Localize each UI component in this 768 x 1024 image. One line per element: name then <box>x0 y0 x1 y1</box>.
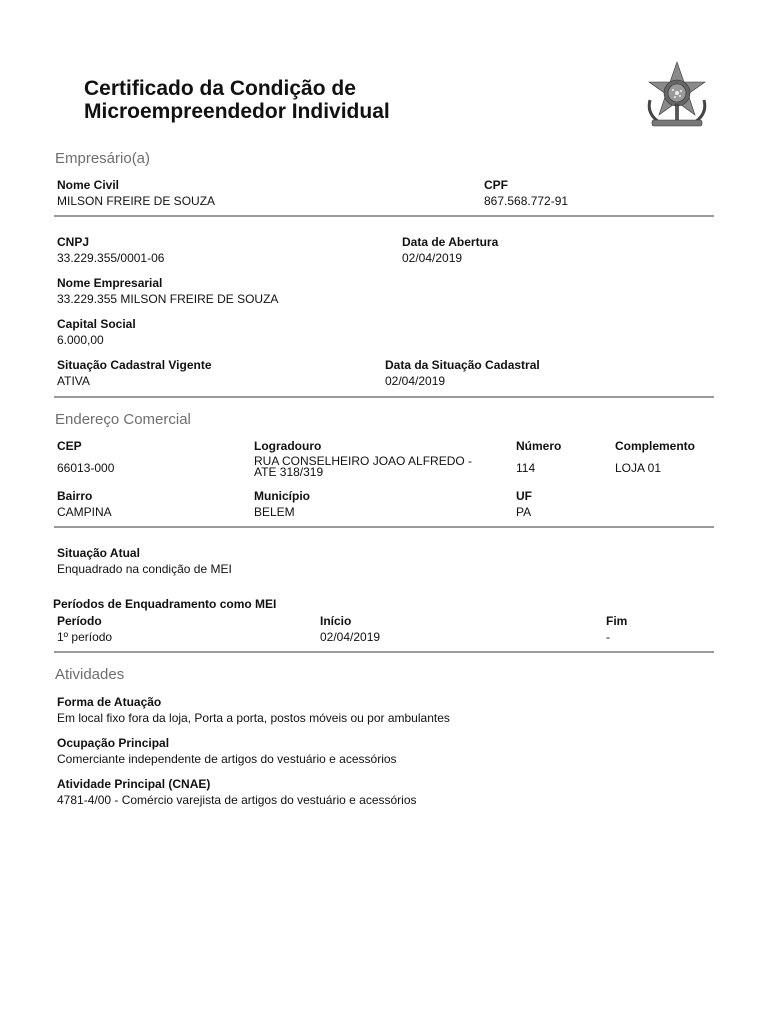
divider <box>54 396 714 398</box>
atividade-principal-value: 4781-4/00 - Comércio varejista de artigos do vestuário e acessórios <box>57 793 417 807</box>
field-inicio <box>320 614 380 644</box>
field-logradouro <box>254 439 494 478</box>
field-ocupacao-principal <box>57 736 397 766</box>
capital-social-label: Capital Social <box>57 317 136 331</box>
field-situacao-atual <box>57 546 232 576</box>
situacao-atual-label: Situação Atual <box>57 546 140 560</box>
data-situacao-label: Data da Situação Cadastral <box>385 358 540 372</box>
data-situacao-value: 02/04/2019 <box>385 374 446 388</box>
periodo-label: Período <box>57 614 102 628</box>
periodo-value: 1º período <box>57 630 113 644</box>
field-situacao-cadastral <box>57 358 212 388</box>
brazil-coat-of-arms-icon <box>640 60 714 130</box>
nome-empresarial-label: Nome Empresarial <box>57 276 163 290</box>
cnpj-value: 33.229.355/0001-06 <box>57 251 165 265</box>
field-data-situacao <box>385 358 540 388</box>
title-line-1: Certificado da Condição de <box>84 77 356 100</box>
inicio-label: Início <box>320 614 352 628</box>
numero-value: 114 <box>516 461 536 475</box>
field-capital-social <box>57 317 136 347</box>
field-fim <box>606 614 627 644</box>
fim-value: - <box>606 630 610 644</box>
cep-value: 66013-000 <box>57 461 115 475</box>
uf-label: UF <box>516 489 532 503</box>
numero-label: Número <box>516 439 562 453</box>
atividade-principal-label: Atividade Principal (CNAE) <box>57 777 211 791</box>
field-nome-civil <box>57 178 215 208</box>
field-municipio <box>254 489 310 519</box>
municipio-value: BELEM <box>254 505 295 519</box>
capital-social-value: 6.000,00 <box>57 333 104 347</box>
situacao-atual-value: Enquadrado na condição de MEI <box>57 562 232 576</box>
field-data-abertura <box>402 235 498 265</box>
field-bairro <box>57 489 112 519</box>
cnpj-label: CNPJ <box>57 235 90 249</box>
field-numero <box>516 439 561 475</box>
ocupacao-principal-value: Comerciante independente de artigos do vestuário e acessórios <box>57 752 397 766</box>
fim-label: Fim <box>606 614 628 628</box>
cep-label: CEP <box>57 439 82 453</box>
nome-empresarial-value: 33.229.355 MILSON FREIRE DE SOUZA <box>57 292 279 306</box>
forma-atuacao-label: Forma de Atuação <box>57 695 162 709</box>
divider <box>54 651 714 653</box>
ocupacao-principal-label: Ocupação Principal <box>57 736 170 750</box>
divider <box>54 526 714 528</box>
municipio-label: Município <box>254 489 310 503</box>
field-cpf <box>484 178 568 208</box>
data-abertura-label: Data de Abertura <box>402 235 499 249</box>
logradouro-label: Logradouro <box>254 439 322 453</box>
periodos-title <box>53 597 276 612</box>
field-uf <box>516 489 532 519</box>
section-endereco: Endereço Comercial <box>55 411 191 428</box>
field-complemento <box>615 439 695 475</box>
page-title <box>84 77 544 123</box>
complemento-value: LOJA 01 <box>615 461 662 475</box>
uf-value: PA <box>516 505 532 519</box>
bairro-label: Bairro <box>57 489 93 503</box>
field-forma-atuacao <box>57 695 450 725</box>
field-periodo <box>57 614 112 644</box>
situacao-cadastral-label: Situação Cadastral Vigente <box>57 358 212 372</box>
field-cnpj <box>57 235 164 265</box>
field-nome-empresarial <box>57 276 278 306</box>
cpf-value: 867.568.772-91 <box>484 194 569 208</box>
title-line-2: Microempreendedor Individual <box>84 100 390 123</box>
inicio-value: 02/04/2019 <box>320 630 381 644</box>
logradouro-value: RUA CONSELHEIRO JOAO ALFREDO - ATE 318/319 <box>254 454 473 479</box>
field-atividade-principal <box>57 777 417 807</box>
divider <box>54 215 714 217</box>
periodos-title-text: Períodos de Enquadramento como MEI <box>53 597 277 611</box>
data-abertura-value: 02/04/2019 <box>402 251 463 265</box>
situacao-cadastral-value: ATIVA <box>57 374 90 388</box>
nome-civil-value: MILSON FREIRE DE SOUZA <box>57 194 216 208</box>
cpf-label: CPF <box>484 178 508 192</box>
section-atividades: Atividades <box>55 666 125 683</box>
section-empresario: Empresário(a) <box>55 150 151 167</box>
field-cep <box>57 439 114 475</box>
complemento-label: Complemento <box>615 439 696 453</box>
nome-civil-label: Nome Civil <box>57 178 120 192</box>
forma-atuacao-value: Em local fixo fora da loja, Porta a porta, postos móveis ou por ambulantes <box>57 711 450 725</box>
bairro-value: CAMPINA <box>57 505 112 519</box>
